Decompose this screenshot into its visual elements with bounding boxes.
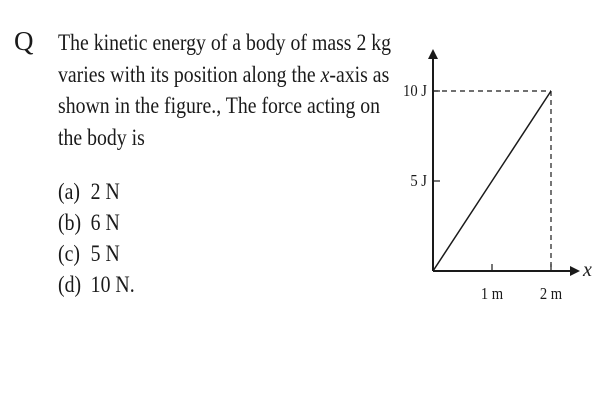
option-letter: (b) xyxy=(58,210,82,235)
option-b[interactable] xyxy=(58,207,135,238)
stem-line-1: The kinetic energy of a body of mass 2 kg xyxy=(58,30,392,55)
y-tick-label-10: 10 J xyxy=(403,82,427,101)
option-letter: (d) xyxy=(58,272,82,297)
option-letter: (a) xyxy=(58,179,80,204)
option-c[interactable] xyxy=(58,238,135,269)
option-text: 5 N xyxy=(90,241,120,266)
option-text: 2 N xyxy=(90,179,120,204)
answer-options xyxy=(58,176,135,300)
option-a[interactable] xyxy=(58,176,135,207)
x-axis-label: x xyxy=(583,259,592,281)
data-series xyxy=(433,91,551,271)
axes xyxy=(433,54,592,281)
question-stem xyxy=(58,27,392,153)
stem-line-3: shown in the figure., The force acting on xyxy=(58,93,381,118)
series-line-1 xyxy=(433,91,551,271)
option-text: 6 N xyxy=(90,210,120,235)
option-letter: (c) xyxy=(58,241,80,266)
option-d[interactable] xyxy=(58,269,135,300)
y-tick-label-5: 5 J xyxy=(410,172,427,191)
kinetic-energy-position-graph xyxy=(385,40,600,330)
x-tick-label-1: 1 m xyxy=(480,285,504,304)
option-text: 10 N. xyxy=(90,272,135,297)
stem-line-4: the body is xyxy=(58,124,145,150)
stem-line-2: varies with its position along the x-axis as xyxy=(58,61,390,87)
question-marker: Q xyxy=(14,26,33,56)
x-tick-label-2: 2 m xyxy=(539,285,563,304)
